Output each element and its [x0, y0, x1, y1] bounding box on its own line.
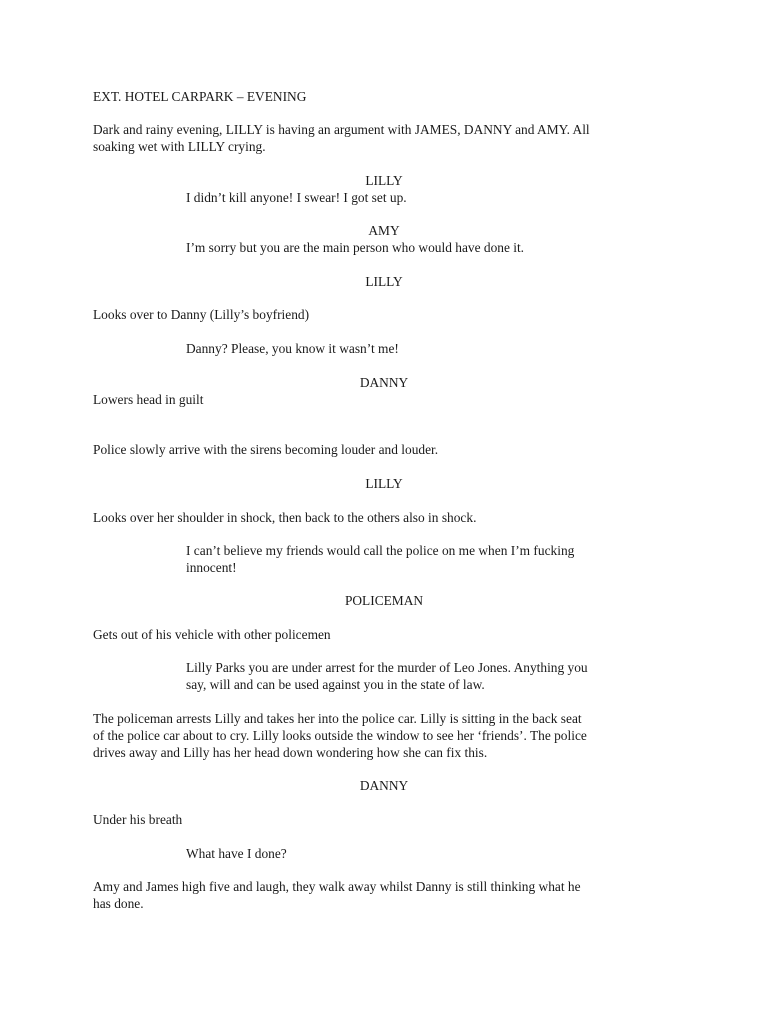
- action-line: Amy and James high five and laugh, they walk away whilst Danny is still thinking what he: [93, 879, 581, 894]
- dialogue-line: I didn’t kill anyone! I swear! I got set up.: [186, 190, 407, 205]
- action-line: Police slowly arrive with the sirens becoming louder and louder.: [93, 442, 439, 457]
- character-name: LILLY: [365, 476, 403, 491]
- action-line: drives away and Lilly has her head down wondering how she can fix this.: [93, 745, 488, 760]
- character-name: LILLY: [365, 173, 403, 188]
- action-line: has done.: [93, 896, 144, 911]
- character-name: DANNY: [359, 375, 409, 390]
- character-name: AMY: [368, 223, 400, 238]
- dialogue-line: innocent!: [186, 560, 237, 575]
- dialogue-line: I can’t believe my friends would call the police on me when I’m fucking: [186, 543, 575, 558]
- action-line: Gets out of his vehicle with other policemen: [93, 627, 331, 642]
- scene-heading: EXT. HOTEL CARPARK – EVENING: [93, 89, 307, 104]
- action-line: Lowers head in guilt: [93, 392, 204, 407]
- character-name: LILLY: [365, 274, 403, 289]
- dialogue-line: I’m sorry but you are the main person who would have done it.: [186, 240, 525, 255]
- character-name: DANNY: [359, 778, 409, 793]
- dialogue-line: What have I done?: [186, 846, 287, 861]
- action-line: Looks over her shoulder in shock, then back to the others also in shock.: [93, 510, 477, 525]
- action-line: soaking wet with LILLY crying.: [93, 139, 266, 154]
- action-line: The policeman arrests Lilly and takes her into the police car. Lilly is sitting in the back seat: [93, 711, 582, 726]
- action-line: of the police car about to cry. Lilly looks outside the window to see her ‘friends’. The police: [93, 728, 587, 743]
- dialogue-line: say, will and can be used against you in the state of law.: [186, 677, 485, 692]
- action-line: Looks over to Danny (Lilly’s boyfriend): [93, 307, 310, 322]
- action-line: Under his breath: [93, 812, 183, 827]
- action-line: Dark and rainy evening, LILLY is having an argument with JAMES, DANNY and AMY. All: [93, 122, 590, 137]
- dialogue-line: Lilly Parks you are under arrest for the murder of Leo Jones. Anything you: [186, 660, 588, 675]
- character-name: POLICEMAN: [344, 593, 424, 608]
- dialogue-line: Danny? Please, you know it wasn’t me!: [186, 341, 399, 356]
